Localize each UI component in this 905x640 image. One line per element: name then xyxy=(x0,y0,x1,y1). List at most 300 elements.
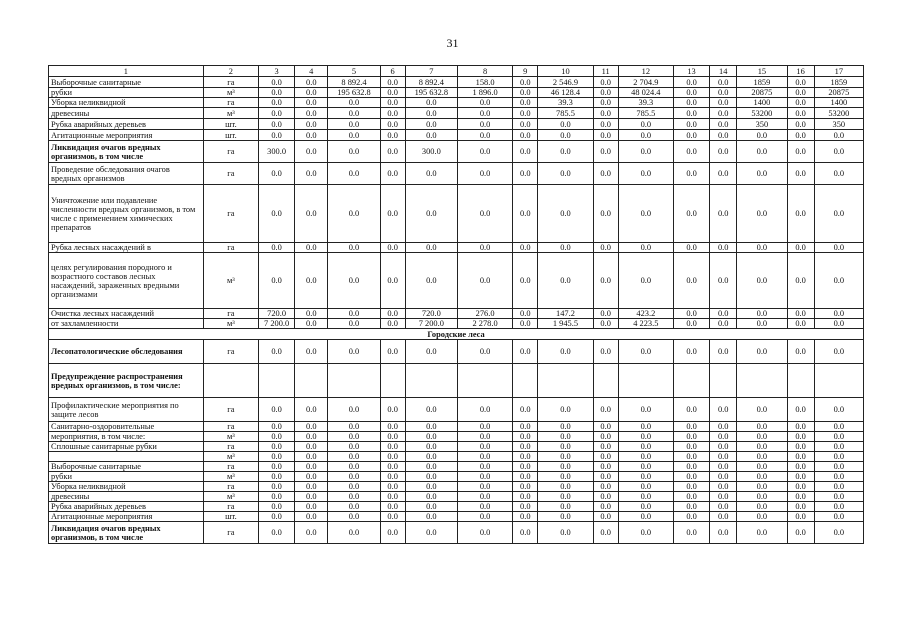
value-cell: 0.0 xyxy=(787,482,814,492)
value-cell: 0.0 xyxy=(538,482,593,492)
value-cell: 0.0 xyxy=(814,130,863,141)
value-cell: 0.0 xyxy=(710,398,737,422)
value-cell: 0.0 xyxy=(295,442,328,452)
value-cell: 0.0 xyxy=(259,108,295,119)
column-number-cell: 5 xyxy=(328,66,380,77)
value-cell: 0.0 xyxy=(787,432,814,442)
value-cell: 0.0 xyxy=(814,492,863,502)
row-label-cell: Профилактические мероприятия по защите лесов xyxy=(49,398,204,422)
value-cell: 0.0 xyxy=(538,522,593,544)
value-cell: 0.0 xyxy=(673,522,709,544)
value-cell: 0.0 xyxy=(457,482,512,492)
column-number-cell: 1 xyxy=(49,66,204,77)
value-cell: 0.0 xyxy=(710,141,737,163)
value-cell: 0.0 xyxy=(457,243,512,253)
value-cell: 0.0 xyxy=(737,398,787,422)
unit-cell: га xyxy=(203,141,258,163)
value-cell: 0.0 xyxy=(737,243,787,253)
value-cell: 0.0 xyxy=(295,422,328,432)
value-cell: 0.0 xyxy=(457,432,512,442)
table-row xyxy=(49,243,864,253)
value-cell: 0.0 xyxy=(457,185,512,243)
value-cell: 0.0 xyxy=(737,462,787,472)
value-cell: 0.0 xyxy=(814,398,863,422)
value-cell: 158.0 xyxy=(457,77,512,88)
value-cell: 0.0 xyxy=(405,119,457,130)
value-cell: 0.0 xyxy=(295,141,328,163)
value-cell: 0.0 xyxy=(259,130,295,141)
value-cell: 720.0 xyxy=(259,309,295,319)
unit-cell: га xyxy=(203,98,258,108)
value-cell: 0.0 xyxy=(457,119,512,130)
value-cell: 0.0 xyxy=(513,462,538,472)
value-cell: 0.0 xyxy=(538,472,593,482)
row-label-cell: рубки xyxy=(49,472,204,482)
value-cell: 0.0 xyxy=(405,398,457,422)
value-cell: 0.0 xyxy=(593,163,618,185)
value-cell: 0.0 xyxy=(787,492,814,502)
column-number-cell: 8 xyxy=(457,66,512,77)
value-cell: 300.0 xyxy=(259,141,295,163)
row-label-cell: Выборочные санитарные xyxy=(49,462,204,472)
value-cell: 0.0 xyxy=(328,522,380,544)
value-cell: 0.0 xyxy=(710,452,737,462)
value-cell: 0.0 xyxy=(328,163,380,185)
value-cell: 0.0 xyxy=(513,77,538,88)
value-cell: 0.0 xyxy=(457,130,512,141)
unit-cell: м³ xyxy=(203,472,258,482)
value-cell: 0.0 xyxy=(259,462,295,472)
column-number-cell: 3 xyxy=(259,66,295,77)
value-cell: 0.0 xyxy=(737,512,787,522)
value-cell: 0.0 xyxy=(513,185,538,243)
value-cell: 0.0 xyxy=(328,472,380,482)
value-cell: 0.0 xyxy=(380,512,405,522)
value-cell: 0.0 xyxy=(259,185,295,243)
value-cell: 0.0 xyxy=(405,253,457,309)
value-cell: 0.0 xyxy=(538,432,593,442)
value-cell: 39.3 xyxy=(538,98,593,108)
value-cell xyxy=(673,364,709,398)
unit-cell xyxy=(203,364,258,398)
value-cell: 0.0 xyxy=(405,98,457,108)
value-cell: 0.0 xyxy=(710,130,737,141)
value-cell: 0.0 xyxy=(380,108,405,119)
row-label-cell: мероприятия, в том числе: xyxy=(49,432,204,442)
value-cell: 1859 xyxy=(814,77,863,88)
value-cell xyxy=(538,364,593,398)
value-cell: 0.0 xyxy=(457,472,512,482)
value-cell: 0.0 xyxy=(259,452,295,462)
row-label-cell: Лесопатологические обследования xyxy=(49,340,204,364)
value-cell: 53200 xyxy=(737,108,787,119)
table-row xyxy=(49,98,864,108)
column-number-cell: 15 xyxy=(737,66,787,77)
value-cell: 0.0 xyxy=(710,442,737,452)
value-cell: 0.0 xyxy=(405,243,457,253)
value-cell: 0.0 xyxy=(814,512,863,522)
value-cell: 53200 xyxy=(814,108,863,119)
row-label-cell: Рубка лесных насаждений в xyxy=(49,243,204,253)
value-cell: 0.0 xyxy=(787,88,814,98)
value-cell: 48 024.4 xyxy=(618,88,673,98)
value-cell: 0.0 xyxy=(259,119,295,130)
table-row xyxy=(49,130,864,141)
unit-cell: шт. xyxy=(203,130,258,141)
value-cell: 0.0 xyxy=(295,522,328,544)
value-cell: 0.0 xyxy=(259,522,295,544)
value-cell: 0.0 xyxy=(593,319,618,329)
value-cell xyxy=(380,364,405,398)
row-label-cell: Выборочные санитарные xyxy=(49,77,204,88)
value-cell: 0.0 xyxy=(513,319,538,329)
value-cell: 0.0 xyxy=(513,108,538,119)
value-cell: 0.0 xyxy=(710,253,737,309)
value-cell: 0.0 xyxy=(295,512,328,522)
value-cell: 0.0 xyxy=(787,185,814,243)
value-cell: 0.0 xyxy=(673,502,709,512)
value-cell: 147.2 xyxy=(538,309,593,319)
value-cell: 0.0 xyxy=(259,398,295,422)
value-cell: 0.0 xyxy=(405,185,457,243)
value-cell: 0.0 xyxy=(787,340,814,364)
value-cell: 423.2 xyxy=(618,309,673,319)
unit-cell: га xyxy=(203,398,258,422)
value-cell: 0.0 xyxy=(380,422,405,432)
value-cell: 0.0 xyxy=(737,185,787,243)
column-number-cell: 17 xyxy=(814,66,863,77)
row-label-cell: Уничтожение или подавление численности вредных организмов, в том числе с применением химических препаратов xyxy=(49,185,204,243)
value-cell: 0.0 xyxy=(787,130,814,141)
value-cell: 0.0 xyxy=(737,319,787,329)
value-cell: 0.0 xyxy=(295,472,328,482)
value-cell xyxy=(787,364,814,398)
value-cell: 0.0 xyxy=(295,130,328,141)
value-cell: 0.0 xyxy=(710,108,737,119)
value-cell: 0.0 xyxy=(787,452,814,462)
unit-cell: га xyxy=(203,502,258,512)
value-cell: 0.0 xyxy=(787,77,814,88)
value-cell: 0.0 xyxy=(673,492,709,502)
value-cell: 0.0 xyxy=(593,309,618,319)
unit-cell: га xyxy=(203,482,258,492)
value-cell: 4 223.5 xyxy=(618,319,673,329)
value-cell: 0.0 xyxy=(538,398,593,422)
value-cell: 276.0 xyxy=(457,309,512,319)
value-cell: 0.0 xyxy=(405,432,457,442)
unit-cell: м³ xyxy=(203,319,258,329)
column-number-row xyxy=(49,66,864,77)
value-cell: 0.0 xyxy=(380,432,405,442)
value-cell: 7 200.0 xyxy=(259,319,295,329)
value-cell: 0.0 xyxy=(513,130,538,141)
value-cell: 0.0 xyxy=(737,422,787,432)
value-cell: 0.0 xyxy=(593,522,618,544)
value-cell: 0.0 xyxy=(673,98,709,108)
value-cell: 0.0 xyxy=(457,442,512,452)
table-row xyxy=(49,462,864,472)
value-cell: 0.0 xyxy=(259,163,295,185)
value-cell: 0.0 xyxy=(814,472,863,482)
value-cell: 0.0 xyxy=(513,398,538,422)
value-cell: 0.0 xyxy=(295,452,328,462)
value-cell: 0.0 xyxy=(380,398,405,422)
value-cell: 0.0 xyxy=(787,141,814,163)
value-cell: 0.0 xyxy=(710,432,737,442)
value-cell: 0.0 xyxy=(457,492,512,502)
column-number-cell: 11 xyxy=(593,66,618,77)
column-number-cell: 7 xyxy=(405,66,457,77)
value-cell: 0.0 xyxy=(814,253,863,309)
value-cell: 0.0 xyxy=(513,253,538,309)
value-cell: 0.0 xyxy=(787,98,814,108)
value-cell: 0.0 xyxy=(328,432,380,442)
value-cell: 0.0 xyxy=(787,502,814,512)
value-cell: 0.0 xyxy=(787,512,814,522)
value-cell: 0.0 xyxy=(328,422,380,432)
value-cell: 0.0 xyxy=(593,185,618,243)
value-cell: 0.0 xyxy=(295,309,328,319)
value-cell: 0.0 xyxy=(259,492,295,502)
value-cell: 0.0 xyxy=(710,492,737,502)
value-cell: 0.0 xyxy=(259,98,295,108)
value-cell: 0.0 xyxy=(814,432,863,442)
value-cell: 0.0 xyxy=(593,77,618,88)
value-cell: 0.0 xyxy=(405,163,457,185)
value-cell: 785.5 xyxy=(618,108,673,119)
value-cell: 0.0 xyxy=(710,462,737,472)
value-cell: 0.0 xyxy=(513,422,538,432)
value-cell: 0.0 xyxy=(405,492,457,502)
value-cell: 0.0 xyxy=(538,340,593,364)
value-cell xyxy=(814,364,863,398)
value-cell: 0.0 xyxy=(618,432,673,442)
value-cell: 0.0 xyxy=(593,462,618,472)
value-cell: 0.0 xyxy=(673,442,709,452)
value-cell: 0.0 xyxy=(618,452,673,462)
value-cell: 0.0 xyxy=(814,482,863,492)
unit-cell: га xyxy=(203,340,258,364)
unit-cell: га xyxy=(203,422,258,432)
value-cell: 0.0 xyxy=(328,309,380,319)
value-cell: 0.0 xyxy=(328,452,380,462)
value-cell: 0.0 xyxy=(593,472,618,482)
value-cell: 0.0 xyxy=(593,141,618,163)
value-cell: 0.0 xyxy=(710,340,737,364)
value-cell: 0.0 xyxy=(814,442,863,452)
value-cell: 0.0 xyxy=(295,502,328,512)
row-label-cell: Агитационные мероприятия xyxy=(49,130,204,141)
table-row xyxy=(49,482,864,492)
value-cell: 0.0 xyxy=(457,163,512,185)
value-cell: 0.0 xyxy=(673,141,709,163)
value-cell: 0.0 xyxy=(328,130,380,141)
value-cell: 0.0 xyxy=(328,462,380,472)
value-cell: 0.0 xyxy=(380,482,405,492)
value-cell: 0.0 xyxy=(673,185,709,243)
unit-cell: га xyxy=(203,309,258,319)
value-cell: 0.0 xyxy=(618,502,673,512)
value-cell: 1 945.5 xyxy=(538,319,593,329)
value-cell: 1400 xyxy=(814,98,863,108)
value-cell: 0.0 xyxy=(259,77,295,88)
value-cell: 0.0 xyxy=(380,185,405,243)
row-label-cell: целях регулирования породного и возрастного составов лесных насаждений, зараженных вредными организмами xyxy=(49,253,204,309)
value-cell: 0.0 xyxy=(295,253,328,309)
value-cell xyxy=(513,364,538,398)
value-cell: 0.0 xyxy=(814,141,863,163)
value-cell: 0.0 xyxy=(710,119,737,130)
value-cell: 0.0 xyxy=(259,243,295,253)
value-cell: 0.0 xyxy=(710,522,737,544)
value-cell: 0.0 xyxy=(457,340,512,364)
column-number-cell: 16 xyxy=(787,66,814,77)
value-cell: 0.0 xyxy=(593,492,618,502)
unit-cell: га xyxy=(203,442,258,452)
value-cell: 8 892.4 xyxy=(405,77,457,88)
value-cell: 0.0 xyxy=(593,502,618,512)
value-cell: 0.0 xyxy=(710,422,737,432)
value-cell: 0.0 xyxy=(380,492,405,502)
unit-cell: м³ xyxy=(203,452,258,462)
value-cell: 0.0 xyxy=(737,253,787,309)
value-cell: 300.0 xyxy=(405,141,457,163)
value-cell: 0.0 xyxy=(295,482,328,492)
value-cell: 0.0 xyxy=(380,462,405,472)
unit-cell: га xyxy=(203,185,258,243)
value-cell: 0.0 xyxy=(737,309,787,319)
value-cell: 0.0 xyxy=(673,319,709,329)
value-cell xyxy=(259,364,295,398)
table-row xyxy=(49,422,864,432)
value-cell: 0.0 xyxy=(737,472,787,482)
value-cell: 0.0 xyxy=(513,492,538,502)
row-label-cell: Сплошные санитарные рубки xyxy=(49,442,204,452)
value-cell xyxy=(328,364,380,398)
value-cell: 8 892.4 xyxy=(328,77,380,88)
value-cell: 0.0 xyxy=(457,462,512,472)
value-cell: 0.0 xyxy=(295,492,328,502)
value-cell: 0.0 xyxy=(380,502,405,512)
value-cell: 0.0 xyxy=(593,398,618,422)
value-cell: 0.0 xyxy=(457,452,512,462)
value-cell: 350 xyxy=(737,119,787,130)
value-cell: 0.0 xyxy=(737,482,787,492)
value-cell: 46 128.4 xyxy=(538,88,593,98)
value-cell: 1859 xyxy=(737,77,787,88)
table-row xyxy=(49,253,864,309)
value-cell: 0.0 xyxy=(673,130,709,141)
value-cell: 0.0 xyxy=(618,492,673,502)
value-cell: 0.0 xyxy=(538,130,593,141)
value-cell: 0.0 xyxy=(405,108,457,119)
value-cell: 0.0 xyxy=(814,243,863,253)
value-cell: 0.0 xyxy=(295,163,328,185)
table-row xyxy=(49,185,864,243)
value-cell: 0.0 xyxy=(710,512,737,522)
value-cell: 0.0 xyxy=(538,452,593,462)
value-cell: 0.0 xyxy=(513,522,538,544)
column-number-cell: 12 xyxy=(618,66,673,77)
table-row xyxy=(49,502,864,512)
value-cell: 0.0 xyxy=(787,119,814,130)
table-row xyxy=(49,512,864,522)
value-cell: 0.0 xyxy=(405,340,457,364)
table-row xyxy=(49,309,864,319)
value-cell: 0.0 xyxy=(328,141,380,163)
value-cell: 0.0 xyxy=(457,502,512,512)
value-cell: 0.0 xyxy=(618,512,673,522)
value-cell: 0.0 xyxy=(737,130,787,141)
value-cell: 0.0 xyxy=(593,98,618,108)
value-cell: 0.0 xyxy=(673,472,709,482)
value-cell: 0.0 xyxy=(380,442,405,452)
value-cell: 0.0 xyxy=(405,502,457,512)
value-cell: 2 704.9 xyxy=(618,77,673,88)
value-cell: 0.0 xyxy=(328,442,380,452)
value-cell: 0.0 xyxy=(328,340,380,364)
value-cell: 0.0 xyxy=(814,452,863,462)
value-cell: 0.0 xyxy=(295,88,328,98)
value-cell: 0.0 xyxy=(618,340,673,364)
value-cell: 0.0 xyxy=(814,309,863,319)
value-cell: 0.0 xyxy=(457,141,512,163)
value-cell: 0.0 xyxy=(787,319,814,329)
value-cell: 0.0 xyxy=(380,340,405,364)
value-cell: 0.0 xyxy=(380,141,405,163)
value-cell: 0.0 xyxy=(673,253,709,309)
table-row xyxy=(49,442,864,452)
value-cell: 0.0 xyxy=(593,442,618,452)
value-cell: 0.0 xyxy=(538,422,593,432)
value-cell: 0.0 xyxy=(457,98,512,108)
value-cell: 0.0 xyxy=(380,452,405,462)
table-row xyxy=(49,141,864,163)
value-cell: 0.0 xyxy=(328,253,380,309)
value-cell: 0.0 xyxy=(295,98,328,108)
value-cell xyxy=(737,364,787,398)
value-cell: 0.0 xyxy=(737,141,787,163)
value-cell: 0.0 xyxy=(593,253,618,309)
value-cell: 350 xyxy=(814,119,863,130)
value-cell: 0.0 xyxy=(538,141,593,163)
value-cell: 0.0 xyxy=(737,522,787,544)
value-cell: 0.0 xyxy=(673,119,709,130)
value-cell: 0.0 xyxy=(737,432,787,442)
row-label-cell: Рубка аварийных деревьев xyxy=(49,502,204,512)
value-cell xyxy=(295,364,328,398)
value-cell: 0.0 xyxy=(673,422,709,432)
value-cell: 0.0 xyxy=(710,185,737,243)
column-number-cell: 13 xyxy=(673,66,709,77)
value-cell: 0.0 xyxy=(673,77,709,88)
row-label-cell: Предупреждение распространения вредных организмов, в том числе: xyxy=(49,364,204,398)
value-cell xyxy=(593,364,618,398)
report-table-wrapper xyxy=(48,65,864,544)
row-label-cell: Очистка лесных насаждений xyxy=(49,309,204,319)
value-cell: 0.0 xyxy=(787,422,814,432)
value-cell: 0.0 xyxy=(457,398,512,422)
value-cell: 0.0 xyxy=(328,319,380,329)
value-cell: 0.0 xyxy=(787,442,814,452)
value-cell: 0.0 xyxy=(787,522,814,544)
value-cell: 0.0 xyxy=(259,482,295,492)
unit-cell: га xyxy=(203,77,258,88)
value-cell xyxy=(618,364,673,398)
value-cell: 785.5 xyxy=(538,108,593,119)
value-cell xyxy=(710,364,737,398)
value-cell: 0.0 xyxy=(710,482,737,492)
